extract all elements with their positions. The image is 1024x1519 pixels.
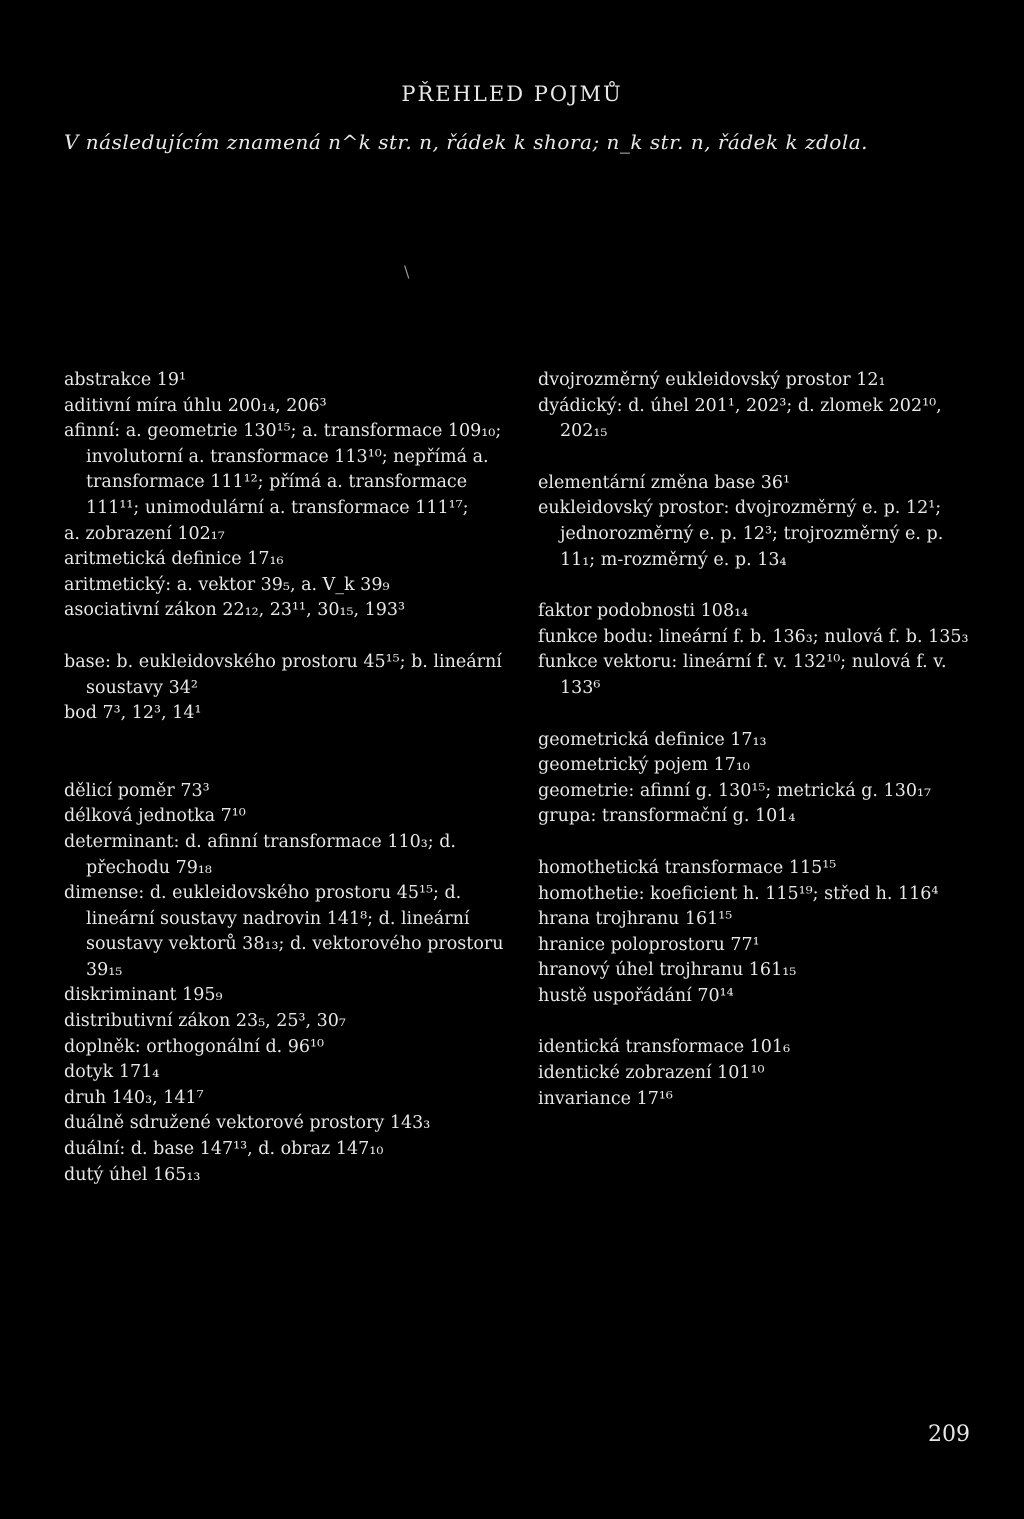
index-entry: druh 140₃, 141⁷ (64, 1087, 204, 1108)
index-entry: elementární změna base 36¹ (538, 472, 791, 493)
index-entry: invariance 17¹⁶ (538, 1088, 673, 1109)
section-gap (64, 624, 504, 650)
index-entry: délková jednotka 7¹⁰ (64, 806, 246, 827)
index-entry: dělicí poměr 73³ (64, 780, 210, 801)
index-entry: diskriminant 195₉ (64, 985, 223, 1006)
index-entry: asociativní zákon 22₁₂, 23¹¹, 30₁₅, 193³ (64, 600, 406, 621)
stray-mark: \ (404, 262, 410, 281)
index-entry: funkce bodu: lineární f. b. 136₃; nulová f. b. 135₃ (538, 626, 969, 647)
section-gap (538, 445, 978, 471)
section-gap (64, 753, 504, 779)
index-entry: dotyk 171₄ (64, 1062, 160, 1083)
index-entry: geometrie: afinní g. 130¹⁵; metrická g. 130₁₇ (538, 780, 931, 801)
index-entry: a. zobrazení 102₁₇ (64, 523, 225, 544)
section-gap (538, 573, 978, 599)
index-entry: duálně sdružené vektorové prostory 143₃ (64, 1113, 431, 1134)
index-entry: afinní: a. geometrie 130¹⁵; a. transformace 109₁₀; involutorní a. transformace 113¹⁰; nepřímá a. transformace 111¹²; přímá a. transformace 111¹¹; unimodulární a. transformace 111¹⁷; (64, 421, 502, 518)
index-entry: dimense: d. eukleidovského prostoru 45¹⁵; d. lineární soustavy nadrovin 141⁸; d. lineární soustavy vektorů 38₁₃; d. vektorového prostoru 39₁₅ (64, 883, 504, 980)
index-entry: bod 7³, 12³, 14¹ (64, 703, 202, 724)
index-entry: duální: d. base 147¹³, d. obraz 147₁₀ (64, 1139, 384, 1160)
index-entry: base: b. eukleidovského prostoru 45¹⁵; b. lineární soustavy 34² (64, 651, 502, 698)
index-entry: abstrakce 19¹ (64, 370, 187, 390)
index-entry: dyádický: d. úhel 201¹, 202³; d. zlomek 202¹⁰, 202₁₅ (538, 395, 942, 442)
index-entry: aritmetický: a. vektor 39₅, a. V_k 39₉ (64, 574, 390, 595)
index-entry: hranový úhel trojhranu 161₁₅ (538, 960, 797, 981)
page-title: PŘEHLED POJMŮ (401, 82, 623, 106)
index-entry: identická transformace 101₆ (538, 1037, 791, 1058)
index-entry: grupa: transformační g. 101₄ (538, 806, 796, 827)
index-entry: hranice poloprostoru 77¹ (538, 934, 760, 955)
intro-note: V následujícím znamená n^k str. n, řádek k shora; n_k str. n, řádek k zdola. (64, 130, 869, 154)
index-entry: hustě uspořádání 70¹⁴ (538, 985, 734, 1006)
index-entry: funkce vektoru: lineární f. v. 132¹⁰; nulová f. v. 133⁶ (538, 652, 947, 698)
index-entry: hrana trojhranu 161¹⁵ (538, 909, 733, 930)
index-entry: geometrická definice 17₁₃ (538, 729, 767, 750)
index-entry: identické zobrazení 101¹⁰ (538, 1063, 765, 1084)
index-column-left (64, 368, 504, 1188)
index-entry: homothetie: koeficient h. 115¹⁹; střed h. 116⁴ (538, 883, 939, 904)
index-entry: homothetická transformace 115¹⁵ (538, 857, 837, 878)
section-gap (538, 1009, 978, 1035)
index-entry: distributivní zákon 23₅, 25³, 30₇ (64, 1011, 346, 1032)
index-entry: dutý úhel 165₁₃ (64, 1164, 201, 1185)
index-entry: determinant: d. afinní transformace 110₃; d. přechodu 79₁₈ (64, 831, 456, 878)
index-entry: dvojrozměrný eukleidovský prostor 12₁ (538, 370, 886, 390)
index-entry: geometrický pojem 17₁₀ (538, 755, 750, 776)
index-entry: faktor podobnosti 108₁₄ (538, 601, 749, 622)
page-number: 209 (928, 1422, 970, 1447)
section-gap (538, 702, 978, 728)
index-column-right (538, 368, 978, 1112)
index-entry: doplněk: orthogonální d. 96¹⁰ (64, 1036, 325, 1057)
index-entry: eukleidovský prostor: dvojrozměrný e. p. 12¹; jednorozměrný e. p. 12³; trojrozměrný e. p. 11₁; m-rozměrný e. p. 13₄ (538, 498, 944, 570)
section-gap (538, 830, 978, 856)
index-entry: aritmetická definice 17₁₆ (64, 549, 284, 570)
index-entry: aditivní míra úhlu 200₁₄, 206³ (64, 395, 327, 416)
section-gap (64, 727, 504, 753)
